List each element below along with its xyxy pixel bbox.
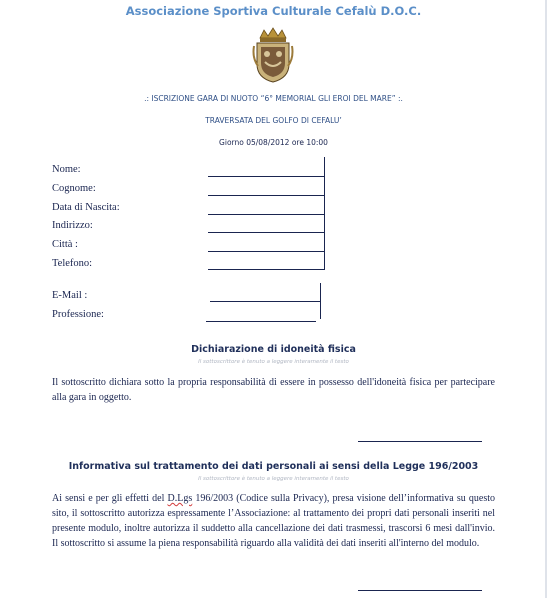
label-citta: Città :	[52, 239, 78, 250]
privacy-signature-line[interactable]	[358, 590, 482, 591]
idoneita-title: Dichiarazione di idoneità fisica	[191, 344, 356, 355]
telefono-field[interactable]	[208, 260, 324, 270]
event-title: .: ISCRIZIONE GARA DI NUOTO “6° MEMORIAL GLI EROI DEL MARE” :.	[144, 94, 403, 103]
cognome-field-edge	[324, 176, 325, 196]
privacy-text	[52, 491, 495, 551]
nome-field-edge	[324, 157, 325, 177]
indirizzo-field-edge	[324, 213, 325, 233]
nome-field[interactable]	[208, 167, 324, 177]
label-professione: Professione:	[52, 309, 104, 320]
label-cognome: Cognome:	[52, 183, 96, 194]
label-data-nascita: Data di Nascita:	[52, 202, 120, 213]
telefono-field-edge	[324, 250, 325, 270]
label-indirizzo: Indirizzo:	[52, 220, 93, 231]
privacy-text-start: Ai sensi e per gli effetti del	[52, 493, 168, 504]
label-email: E-Mail :	[52, 290, 88, 301]
privacy-text-rest: 196/2003 (Codice sulla Privacy), presa visione dell’informativa su questo sito, il sottoscritto autorizza espressamente l’Associazione: al trattamento dei propri dati personali inseriti nel presente modulo, inoltre autorizza il suddetto alla cancellazione dei dati trasmessi, trascorsi 6 mesi dall'invio. Il sottoscritto si assume la piena responsabilità riguardo alla validità dei dati inseriti all'interno del modulo.	[52, 493, 495, 549]
label-nome: Nome:	[52, 164, 81, 175]
idoneita-note: Il sottoscrittore è tenuto a leggere interamente il testo	[198, 359, 349, 365]
indirizzo-field[interactable]	[208, 223, 324, 233]
event-datetime: Giorno 05/08/2012 ore 10:00	[219, 138, 328, 147]
cognome-field[interactable]	[208, 186, 324, 196]
citta-field-edge	[324, 232, 325, 252]
citta-field[interactable]	[208, 242, 324, 252]
idoneita-text: Il sottoscritto dichiara sotto la propria responsabilità di essere in possesso dell'idoneità fisica per partecipare alla gara in oggetto.	[52, 377, 495, 403]
privacy-text-dlgs: D.Lgs	[167, 493, 193, 504]
idoneita-signature-line[interactable]	[358, 441, 482, 442]
email-field-edge	[320, 283, 321, 301]
data-nascita-field-edge	[324, 195, 325, 215]
event-subtitle: TRAVERSATA DEL GOLFO DI CEFALU’	[205, 116, 342, 125]
professione-field-edge	[320, 301, 321, 319]
email-field[interactable]	[210, 292, 320, 302]
privacy-note: Il sottoscrittore è tenuto a leggere interamente il testo	[198, 476, 349, 482]
label-telefono: Telefono:	[52, 258, 93, 269]
privacy-title: Informativa sul trattamento dei dati personali ai sensi della Legge 196/2003	[68, 461, 479, 472]
professione-field[interactable]	[206, 312, 316, 322]
data-nascita-field[interactable]	[208, 205, 324, 215]
association-title: Associazione Sportiva Culturale Cefalù D.O.C.	[125, 4, 422, 18]
coat-of-arms-icon	[252, 26, 294, 84]
